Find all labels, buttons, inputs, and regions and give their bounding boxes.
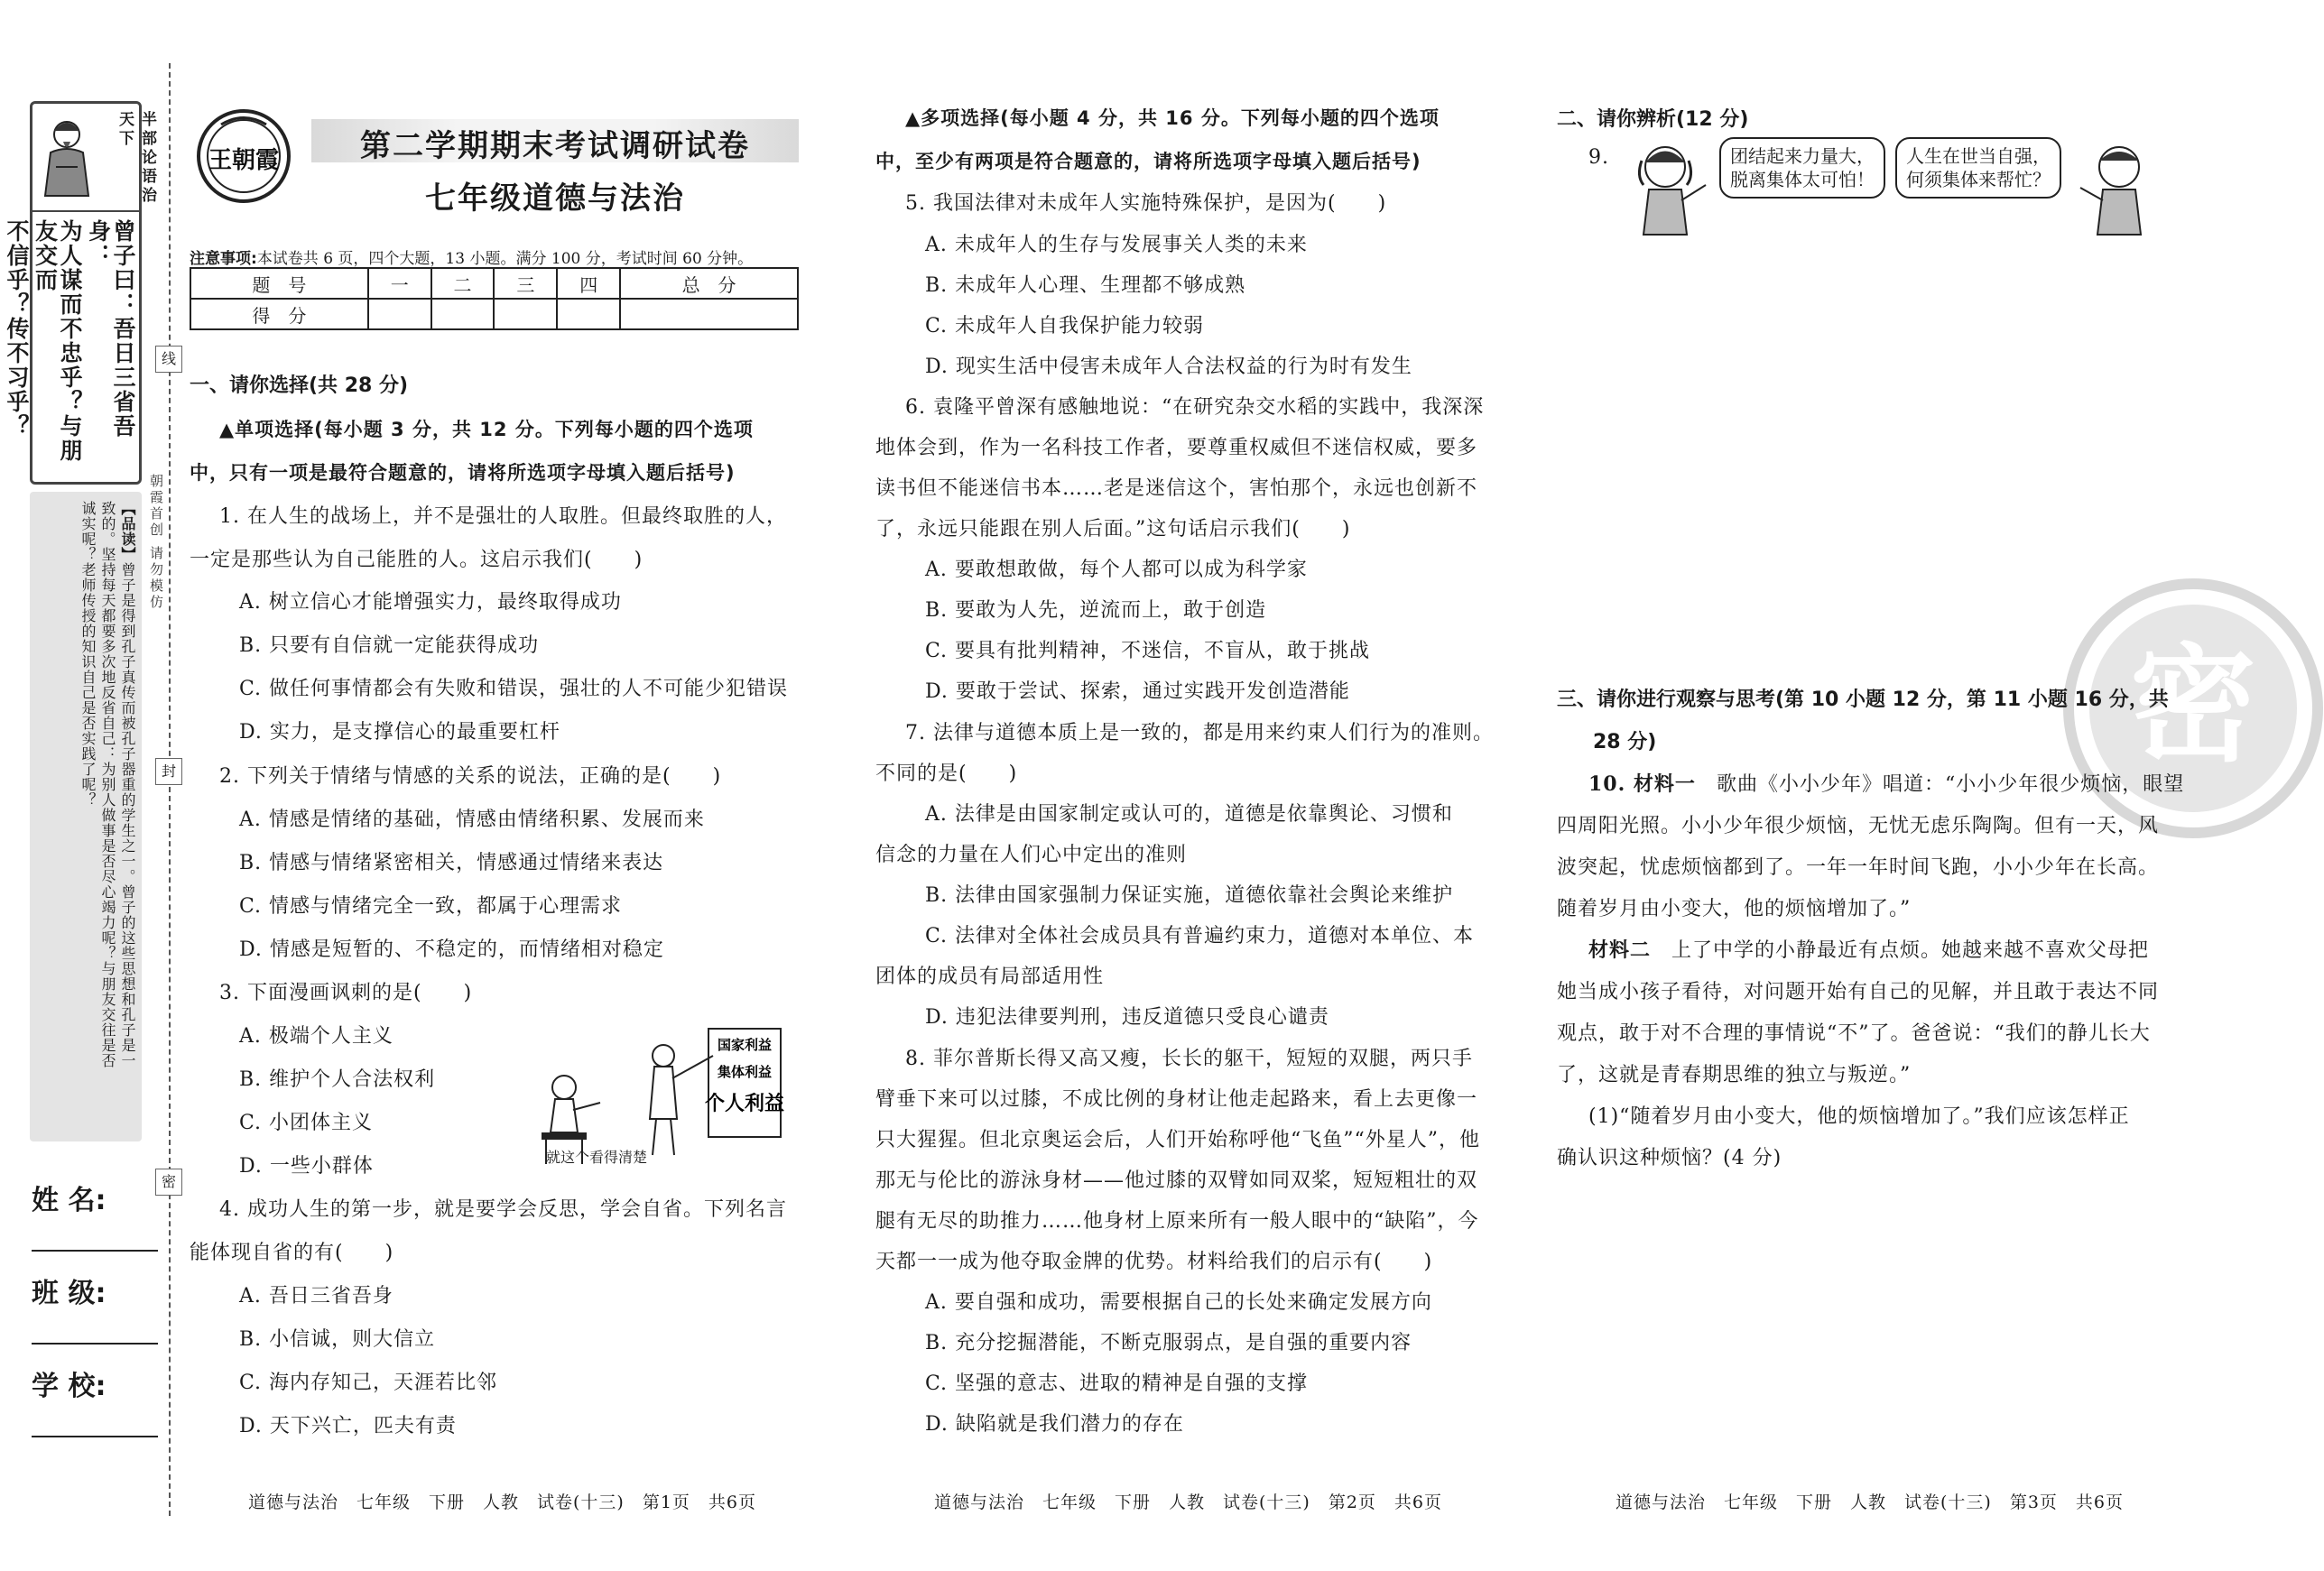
question-9-number: 9. bbox=[1588, 146, 1609, 169]
school-field[interactable] bbox=[32, 1436, 158, 1437]
material-1-line-3: 波突起，忧虑烦恼都到了。一年一年时间飞跑，小小少年在长高。 bbox=[1557, 856, 2160, 879]
speech-bubble-girl bbox=[1719, 137, 1885, 199]
q7-option-b: B. 法律由国家强制力保证实施，道德依靠社会舆论来维护 bbox=[925, 884, 1454, 907]
question-8-stem-5: 腿有无尽的助推力……他身材上原来所有一般人眼中的“缺陷”，今 bbox=[875, 1210, 1479, 1233]
q1-option-d: D. 实力，是支撑信心的最重要杠杆 bbox=[239, 721, 560, 744]
q3-option-d: D. 一些小群体 bbox=[239, 1155, 374, 1178]
paper-header bbox=[185, 99, 817, 244]
motto-col-2: 为人谋而不忠乎？与朋友交而 bbox=[32, 219, 83, 463]
instruction-multi-2: 中，至少有两项是符合题意的，请将所选项字母填入题后括号) bbox=[875, 151, 1421, 172]
paper-title: 第二学期期末考试调研试卷 bbox=[360, 128, 750, 164]
q5-option-d: D. 现实生活中侵害未成年人合法权益的行为时有发生 bbox=[925, 356, 1412, 378]
question-7-stem: 7. 法律与道德本质上是一致的，都是用来约束人们行为的准则。 bbox=[905, 722, 1494, 744]
q7-option-d: D. 违犯法律要判刑，违反道德只受良心谴责 bbox=[925, 1006, 1329, 1029]
material-2-label: 材料二 bbox=[1588, 938, 1652, 962]
q1-option-a: A. 树立信心才能增强实力，最终取得成功 bbox=[239, 591, 622, 614]
cut-mark-feng: 封 bbox=[155, 758, 182, 785]
score-input-cell[interactable] bbox=[620, 299, 798, 329]
question-8-stem: 8. 菲尔普斯长得又高又瘦，长长的躯干，短短的双腿，两只手 bbox=[905, 1048, 1473, 1070]
section-3-heading-2: 28 分) bbox=[1593, 731, 1657, 753]
cut-mark-xian: 线 bbox=[155, 346, 182, 373]
school-label: 学 校: bbox=[32, 1371, 106, 1402]
q3-option-c: C. 小团体主义 bbox=[239, 1112, 374, 1134]
page-3-column bbox=[1552, 0, 2257, 1571]
q8-option-a: A. 要自强和成功，需要根据自己的长处来确定发展方向 bbox=[925, 1291, 1432, 1314]
question-4-stem: 4. 成功人生的第一步，就是要学会反思，学会自省。下列名言 bbox=[219, 1198, 787, 1221]
material-2-line-4: 了，这就是青春期思维的独立与叛逆。” bbox=[1557, 1064, 1912, 1086]
q3-option-a: A. 极端个人主义 bbox=[239, 1025, 394, 1048]
question-1-stem-2: 一定是那些认为自己能胜的人。这启示我们( ) bbox=[190, 549, 643, 571]
material-1-text: 歌曲《小小少年》唱道：“小小少年很少烦恼，眼望 bbox=[1716, 773, 2185, 796]
question-6-stem-2: 地体会到，作为一名科技工作者，要尊重权威但不迷信权威，要多 bbox=[875, 437, 1478, 459]
board-label-3: 个人利益 bbox=[704, 1093, 785, 1115]
q7-option-c-2: 团体的成员有局部适用性 bbox=[875, 966, 1105, 988]
q6-option-a: A. 要敢想敢做，每个人都可以成为科学家 bbox=[925, 559, 1308, 581]
q6-option-d: D. 要敢于尝试、探索，通过实践开发创造潜能 bbox=[925, 680, 1350, 703]
question-8-stem-2: 臂垂下来可以过膝，不成比例的身材让他走起路来，看上去更像一 bbox=[875, 1088, 1478, 1111]
q2-option-d: D. 情感是短暂的、不稳定的，而情绪相对稳定 bbox=[239, 938, 664, 961]
question-3-stem: 3. 下面漫画讽刺的是( ) bbox=[219, 982, 473, 1004]
pindu-col-2: 致的。坚持每天都要多次地反省自己：为别人做事是否尽心竭力呢？与朋友交往是否 bbox=[99, 501, 116, 1068]
logo-text: 王朝霞 bbox=[208, 147, 280, 174]
section-1-heading: 一、请你选择(共 28 分) bbox=[190, 374, 409, 397]
score-table bbox=[190, 267, 799, 330]
instruction-single-2: 中，只有一项是最符合题意的，请将所选项字母填入题后括号) bbox=[190, 462, 736, 484]
confucius-cartoon-icon bbox=[38, 113, 101, 203]
notice bbox=[190, 245, 753, 268]
question-8-stem-3: 只大猩猩。但北京奥运会后，人们开始称呼他“飞鱼”“外星人”，他 bbox=[875, 1129, 1480, 1151]
pindu-text-1: 曾子是得到孔子真传而被孔子器重的学生之一。曾子的这些思想和孔子是一 bbox=[119, 562, 136, 1068]
paper-subject: 七年级道德与法治 bbox=[425, 180, 685, 217]
girl-cartoon-icon bbox=[1629, 135, 1710, 239]
q4-option-b: B. 小信诚，则大信立 bbox=[239, 1328, 436, 1351]
pindu-col-3: 诚实呢？老师传授的知识自己是否实践了呢？ bbox=[79, 501, 97, 808]
q7-option-a: A. 法律是由国家制定或认可的，道德是依靠舆论、习惯和 bbox=[925, 803, 1453, 826]
q8-option-d: D. 缺陷就是我们潜力的存在 bbox=[925, 1413, 1184, 1436]
question-8-stem-6: 天都一一成为他夺取金牌的优势。材料给我们的启示有( ) bbox=[875, 1251, 1433, 1273]
motto-col-1: 曾子曰：吾日三省吾身： bbox=[85, 219, 136, 439]
class-field[interactable] bbox=[32, 1343, 158, 1345]
question-1-stem: 1. 在人生的战场上，并不是强壮的人取胜。但最终取胜的人， bbox=[219, 505, 787, 528]
name-field[interactable] bbox=[32, 1250, 158, 1252]
q6-option-b: B. 要敢为人先，逆流而上，敢于创造 bbox=[925, 599, 1267, 622]
bubble-girl-line-1: 团结起来力量大， bbox=[1730, 145, 1875, 167]
q4-option-c: C. 海内存知己，天涯若比邻 bbox=[239, 1372, 498, 1394]
notice-label: 注意事项: bbox=[190, 250, 257, 268]
material-1-line-4: 随着岁月由小变大，他的烦恼增加了。” bbox=[1557, 898, 1912, 920]
q2-option-c: C. 情感与情绪完全一致，都属于心理需求 bbox=[239, 895, 623, 918]
score-table-row bbox=[190, 299, 798, 329]
answer-area[interactable] bbox=[1557, 1182, 2171, 1471]
score-input-cell[interactable] bbox=[431, 299, 495, 329]
score-input-cell[interactable] bbox=[557, 299, 620, 329]
cut-mark-mi: 密 bbox=[155, 1169, 182, 1196]
cut-line bbox=[169, 63, 171, 1516]
bubble-boy-line-2: 何须集体来帮忙？ bbox=[1906, 169, 2051, 190]
q6-option-c: C. 要具有批判精神，不迷信，不盲从，敢于挑战 bbox=[925, 640, 1371, 662]
motto-text bbox=[4, 214, 139, 485]
q2-option-b: B. 情感与情绪紧密相关，情感通过情绪来表达 bbox=[239, 852, 664, 874]
material-2-line-2: 她当成小孩子看待，对问题开始有自己的见解，并且敢于表达不同 bbox=[1557, 981, 2160, 1003]
material-1-line-2: 四周阳光照。小小少年很少烦恼，无忧无虑乐陶陶。但有一天，风 bbox=[1557, 815, 2160, 837]
motto-col-3: 不信乎？传不习乎？ bbox=[4, 219, 30, 439]
board-label-1: 国家利益 bbox=[717, 1037, 773, 1053]
pindu-box bbox=[30, 492, 142, 1141]
q2-option-a: A. 情感是情绪的基础，情感由情绪积累、发展而来 bbox=[239, 809, 705, 831]
notice-text: 本试卷共 6 页，四个大题，13 小题。满分 100 分，考试时间 60 分钟。 bbox=[256, 250, 754, 268]
q8-option-c: C. 坚强的意志、进取的精神是自强的支撑 bbox=[925, 1372, 1309, 1395]
material-1-label: 10. 材料一 bbox=[1588, 772, 1696, 796]
material-2-line-3: 观点，敢于对不合理的事情说“不”了。爸爸说：“我们的静儿长大 bbox=[1557, 1022, 2151, 1045]
page-1-footer: 道德与法治 七年级 下册 人教 试卷(十三) 第1页 共6页 bbox=[248, 1492, 757, 1512]
sub-question-1: (1)“随着岁月由小变大，他的烦恼增加了。”我们应该怎样正 bbox=[1588, 1105, 2130, 1128]
side-note: 朝霞首创 请勿模仿 bbox=[148, 474, 164, 611]
question-4-stem-2: 能体现自省的有( ) bbox=[190, 1242, 394, 1264]
q5-option-c: C. 未成年人自我保护能力较弱 bbox=[925, 315, 1205, 337]
section-2-heading: 二、请你辨析(12 分) bbox=[1557, 108, 1749, 131]
q4-option-d: D. 天下兴亡，匹夫有责 bbox=[239, 1415, 457, 1437]
question-6-stem-4: 了，永远只能跟在别人后面。”这句话启示我们( ) bbox=[875, 518, 1351, 541]
motto-box bbox=[4, 101, 156, 485]
question-5-stem: 5. 我国法律对未成年人实施特殊保护，是因为( ) bbox=[905, 192, 1387, 215]
q7-option-c: C. 法律对全体社会成员具有普遍约束力，道德对本单位、本 bbox=[925, 925, 1475, 947]
pindu-title: 【品读】 bbox=[119, 501, 136, 562]
board-label-2: 集体利益 bbox=[717, 1064, 773, 1080]
cartoon-caption: 就这个看得清楚 bbox=[546, 1149, 648, 1166]
score-table-row bbox=[190, 268, 798, 299]
q8-option-b: B. 充分挖掘潜能，不断克服弱点，是自强的重要内容 bbox=[925, 1332, 1412, 1354]
score-cell: 四 bbox=[557, 268, 620, 299]
motto-header bbox=[32, 104, 156, 212]
speech-bubble-boy bbox=[1895, 137, 2061, 199]
q5-option-b: B. 未成年人心理、生理都不够成熟 bbox=[925, 274, 1246, 297]
section-3-heading: 三、请你进行观察与思考(第 10 小题 12 分，第 11 小题 16 分，共 bbox=[1557, 688, 2169, 711]
score-cell: 三 bbox=[494, 268, 557, 299]
q1-option-b: B. 只要有自信就一定能获得成功 bbox=[239, 634, 540, 657]
seal-char: 密 bbox=[2129, 633, 2257, 780]
score-cell: 得 分 bbox=[190, 299, 368, 329]
question-8-stem-4: 那无与伦比的游泳身材——他过膝的双臂如同双桨，短短粗壮的双 bbox=[875, 1169, 1478, 1192]
question-7-stem-2: 不同的是( ) bbox=[875, 762, 1018, 785]
page-3-footer: 道德与法治 七年级 下册 人教 试卷(十三) 第3页 共6页 bbox=[1616, 1492, 2125, 1512]
question-6-stem: 6. 袁隆平曾深有感触地说：“在研究杂交水稻的实践中，我深深 bbox=[905, 396, 1485, 419]
material-2-line-1 bbox=[1588, 935, 2149, 963]
left-margin-strip bbox=[0, 0, 171, 1571]
score-input-cell[interactable] bbox=[368, 299, 431, 329]
score-cell: 题 号 bbox=[190, 268, 368, 299]
material-2-text: 上了中学的小静最近有点烦。她越来越不喜欢父母把 bbox=[1671, 939, 2150, 962]
instruction-single: ▲单项选择(每小题 3 分，共 12 分。下列每小题的四个选项 bbox=[219, 419, 754, 440]
q3-option-b: B. 维护个人合法权利 bbox=[239, 1068, 436, 1091]
name-label: 姓 名: bbox=[32, 1185, 106, 1216]
score-cell: 一 bbox=[368, 268, 431, 299]
question-2-stem: 2. 下列关于情绪与情感的关系的说法，正确的是( ) bbox=[219, 765, 722, 788]
score-cell: 二 bbox=[431, 268, 495, 299]
score-input-cell[interactable] bbox=[494, 299, 557, 329]
q1-option-c: C. 做任何事情都会有失败和错误，强壮的人不可能少犯错误 bbox=[239, 678, 789, 700]
page-2-footer: 道德与法治 七年级 下册 人教 试卷(十三) 第2页 共6页 bbox=[934, 1492, 1443, 1512]
bubble-girl-line-2: 脱离集体太可怕！ bbox=[1730, 169, 1875, 190]
sub-question-1-2: 确认识这种烦恼？(4 分) bbox=[1557, 1147, 1782, 1169]
pindu-col-1 bbox=[118, 501, 136, 1132]
class-label: 班 级: bbox=[32, 1278, 106, 1309]
q7-option-a-2: 信念的力量在人们心中定出的准则 bbox=[875, 844, 1188, 866]
page-1-column bbox=[185, 0, 817, 1571]
score-cell: 总 分 bbox=[620, 268, 798, 299]
question-6-stem-3: 读书但不能迷信书本……老是迷信这个，害怕那个，永远也创新不 bbox=[875, 477, 1478, 500]
boy-cartoon-icon bbox=[2076, 135, 2157, 239]
page-2-column bbox=[871, 0, 1494, 1571]
material-1-line-1 bbox=[1588, 769, 2184, 797]
q4-option-a: A. 吾日三省吾身 bbox=[239, 1285, 394, 1308]
bubble-boy-line-1: 人生在世当自强， bbox=[1906, 145, 2051, 167]
q5-option-a: A. 未成年人的生存与发展事关人类的未来 bbox=[925, 234, 1308, 256]
instruction-multi: ▲多项选择(每小题 4 分，共 16 分。下列每小题的四个选项 bbox=[905, 107, 1440, 129]
motto-label: 半部论语治天下 bbox=[116, 111, 156, 206]
